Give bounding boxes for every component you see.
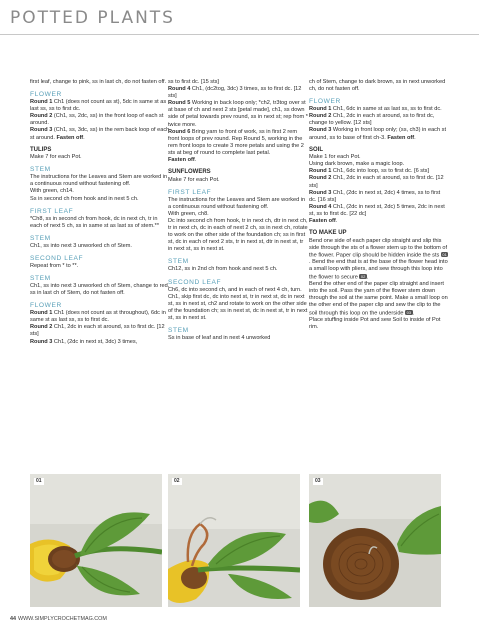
text-run: Make 7 for each Pot. <box>30 154 82 161</box>
text-run: The instructions for the Leaves and Stem are worked in a continuous round without fastening off. <box>168 196 306 210</box>
text-run: Ch1, 2dc in each st around, ss to first dc. [12 sts] <box>309 175 444 189</box>
text-run: . <box>412 310 415 317</box>
section-heading: TULIPS <box>30 146 52 153</box>
text-run: Working in front loop only; (ss, ch3) in each st around, ss to base of first ch-3. <box>309 127 446 141</box>
bold-run: Round 1 <box>309 106 332 113</box>
text-run: Ch1, skip first dc, dc into next st, tr in next st, dc in next st, ss in next st, ch2 and rotate to work on the other side of the foundation ch; ss in next st, dc in next st, tr in next st, ss in next st. <box>168 293 308 321</box>
bold-run: Round 2 <box>30 113 53 120</box>
paragraph <box>30 174 170 202</box>
text-run: Ss in second ch from hook and in next 5 ch. <box>30 195 139 202</box>
section-heading: SOIL <box>309 146 324 153</box>
text-run: The instructions for the Leaves and Stem are worked in a continuous round without fastening off. <box>30 174 168 188</box>
bold-run: Round 3 <box>309 189 332 196</box>
photo-02-illustration <box>168 474 300 607</box>
text-run: Ch1 (does not count as st), 5dc in same st as last ss, ss to first dc. <box>30 99 167 113</box>
paragraph <box>30 283 170 297</box>
photo-02 <box>168 474 300 607</box>
section-heading: STEM <box>30 275 51 282</box>
bold-run: Fasten off <box>168 157 195 164</box>
paragraph <box>30 99 170 142</box>
text-run: (Ch1, ss, 2dc, ss) in the front loop of each st around. <box>30 113 164 127</box>
text-column-3 <box>309 79 449 469</box>
text-run: Ch1, 6dc in same st as last ss, ss to first dc. <box>331 106 442 113</box>
page-title: POTTED PLANTS <box>10 8 175 28</box>
bold-run: Fasten off <box>309 218 336 224</box>
paragraph <box>309 154 449 225</box>
text-column-2 <box>168 79 308 469</box>
section-heading: SECOND LEAF <box>168 278 222 286</box>
text-run: Ch1, (2dc in next st, 3dc) 3 times, <box>52 338 138 345</box>
text-run: . <box>414 134 416 141</box>
photo-reference-badge: 02 <box>360 273 366 279</box>
bold-run: Fasten off <box>56 134 84 141</box>
paragraph <box>168 266 308 273</box>
bold-run: Round 1 <box>309 168 332 175</box>
section-heading: STEM <box>168 258 189 266</box>
bold-run: Round 4 <box>168 86 191 93</box>
text-run: . Bend the end that is at the base of the flower head into a small loop with pliers, and sew through this loop into the flower to secure <box>309 259 448 281</box>
paragraph <box>309 238 449 332</box>
photo-03 <box>309 474 441 607</box>
paragraph <box>30 154 170 161</box>
text-run: Ss in base of leaf and in next 4 unworked <box>168 335 271 342</box>
paragraph <box>168 335 308 342</box>
text-run: Ch1, 2dc in each st around, ss to first dc, change to yellow. [12 sts] <box>309 113 435 127</box>
section-heading: STEM <box>30 166 51 174</box>
text-run: Ch1, (2dc in next st, 2dc) 4 times, ss to first dc. [16 sts] <box>309 189 441 203</box>
section-heading: FIRST LEAF <box>30 207 74 215</box>
text-column-1 <box>30 79 170 469</box>
section-heading: FLOWER <box>30 91 62 99</box>
text-run: Make 7 for each Pot. <box>168 176 220 183</box>
text-run: Ch1, ss into next 3 unworked ch of Stem. <box>30 242 132 249</box>
text-run: (Ch1, ss, 3dc, ss) in the rem back loop of each st around. <box>30 127 170 141</box>
text-run: Working in back loop only; *ch2, tr3tog over st at base of ch and next 2 sts [petal made], ch1, ss down side of petal towards prev round, ss in next st; rep from * twice more. <box>168 100 308 128</box>
photo-01 <box>30 474 162 607</box>
bold-run: Round 1 <box>30 99 53 106</box>
text-run: Make 1 for each Pot. <box>309 154 361 161</box>
text-run: Bend the other end of the paper clip straight and insert into the soil. Pass the yarn of the flower stem down through the soil at the same point. Make a small loop on the other end of the paper clip and sew the clip to the soil through this loop on the underside <box>309 281 448 317</box>
bold-run: Round 4 <box>309 203 332 210</box>
section-heading: FLOWER <box>30 302 62 310</box>
text-run: Ch1, 6dc into loop, ss to first dc. [6 sts] <box>331 168 429 175</box>
text-run: With green, ch14. <box>30 188 74 195</box>
text-run: ch of Stem, change to dark brown, ss in next unworked ch, do not fasten off. <box>309 79 446 93</box>
section-heading: STEM <box>30 234 51 242</box>
paragraph <box>30 263 170 270</box>
section-heading: FLOWER <box>309 98 341 106</box>
paragraph <box>30 216 170 230</box>
text-run: Ch1, ss into next 3 unworked ch of Stem, change to red, ss in last ch of Stem, do not fasten off. <box>30 283 170 297</box>
text-run: Ch1, (dc2tog, 3dc) 3 times, ss to first dc. [12 sts] <box>168 86 302 100</box>
website-url: WWW.SIMPLYCROCHETMAG.COM <box>18 616 107 622</box>
text-run: ss to first dc. [15 sts] <box>168 79 219 85</box>
text-run: Ch1 (does not count as st throughout), 6dc in same st as last ss, ss to first dc. <box>30 310 166 324</box>
text-run: Bring yarn to front of work, ss in first 2 rem front loops of prev round. Rep Round 5, working in the rem front loops to create 3 more petals and using the 2 sts at beg of round to complete last petal. <box>168 128 304 156</box>
title-divider <box>0 34 479 35</box>
bold-run: Round 6 <box>168 128 191 135</box>
paragraph <box>168 79 308 164</box>
text-run: Place stuffing inside Pot and sew Soil to inside of Pot rim. <box>309 317 441 331</box>
paragraph <box>168 197 308 254</box>
text-run: . <box>366 274 369 281</box>
paragraph <box>168 287 308 322</box>
bold-run: Round 2 <box>30 324 53 331</box>
text-run: Repeat from * to **. <box>30 262 79 269</box>
text-run: *Ch8, ss in second ch from hook, dc in next ch, tr in each of next 5 ch, ss in same st as last ss of stem.** <box>30 215 160 229</box>
paragraph <box>30 243 170 250</box>
text-run: . <box>83 134 85 141</box>
text-run: Using dark brown, make a magic loop. <box>309 161 405 168</box>
section-heading: TO MAKE UP <box>309 230 347 237</box>
bold-run: Round 3 <box>30 127 53 134</box>
photo-01-illustration <box>30 474 162 607</box>
bold-run: Round 2 <box>309 175 332 182</box>
bold-run: Round 2 <box>309 113 332 120</box>
paragraph <box>309 79 449 93</box>
page-footer <box>10 616 107 622</box>
text-run: Ch1, 2dc in each st around, ss to first dc. [12 sts] <box>30 324 165 338</box>
photo-label: 03 <box>315 478 321 484</box>
bold-run: Round 3 <box>30 338 53 345</box>
paragraph <box>309 106 449 141</box>
text-run: . <box>335 218 338 224</box>
photo-reference-badge: 01 <box>442 251 447 257</box>
photo-03-illustration <box>309 474 441 607</box>
bold-run: Round 5 <box>168 100 191 107</box>
text-run: Dc into second ch from hook, tr in next ch, dtr in next ch, tr in next ch, dc in each of next 2 ch, ss in next ch, rotate to work on the other side of the foundation ch; ss in first st, dc in each of next 2 sts, tr in next st, dtr in next st, tr in next st, ss in next st. <box>168 218 308 253</box>
page-number: 44 <box>10 616 16 622</box>
section-heading: SUNFLOWERS <box>168 169 211 176</box>
section-heading: FIRST LEAF <box>168 188 212 196</box>
section-heading: SECOND LEAF <box>30 254 84 262</box>
section-heading: STEM <box>168 327 189 335</box>
text-run: Ch12, ss in 2nd ch from hook and next 5 ch. <box>168 266 278 273</box>
text-run: Ch1, (2dc in next st, 2dc) 5 times, 2dc in next st, ss to first dc. [22 dc] <box>309 203 445 217</box>
bold-run: Fasten off <box>387 134 415 141</box>
text-run: With green, ch8. <box>168 210 209 217</box>
text-run: Bend one side of each paper clip straight and slip this side through the sts of a flower stem up to the bottom of the flower. Paper clip should be hidden inside the sts <box>309 237 448 259</box>
photo-label: 01 <box>36 478 42 484</box>
paragraph <box>30 310 170 345</box>
bold-run: Round 1 <box>30 310 53 317</box>
text-run: . <box>194 157 197 164</box>
bold-run: Round 3 <box>309 127 332 134</box>
text-run: first leaf, change to pink, ss in last ch, do not fasten off. <box>30 79 167 85</box>
photo-reference-badge: 03 <box>406 309 412 315</box>
text-run: Ch6, dc into second ch, and in each of next 4 ch, turn. <box>168 286 302 293</box>
paragraph <box>168 177 308 184</box>
paragraph <box>30 79 170 86</box>
photo-label: 02 <box>174 478 180 484</box>
